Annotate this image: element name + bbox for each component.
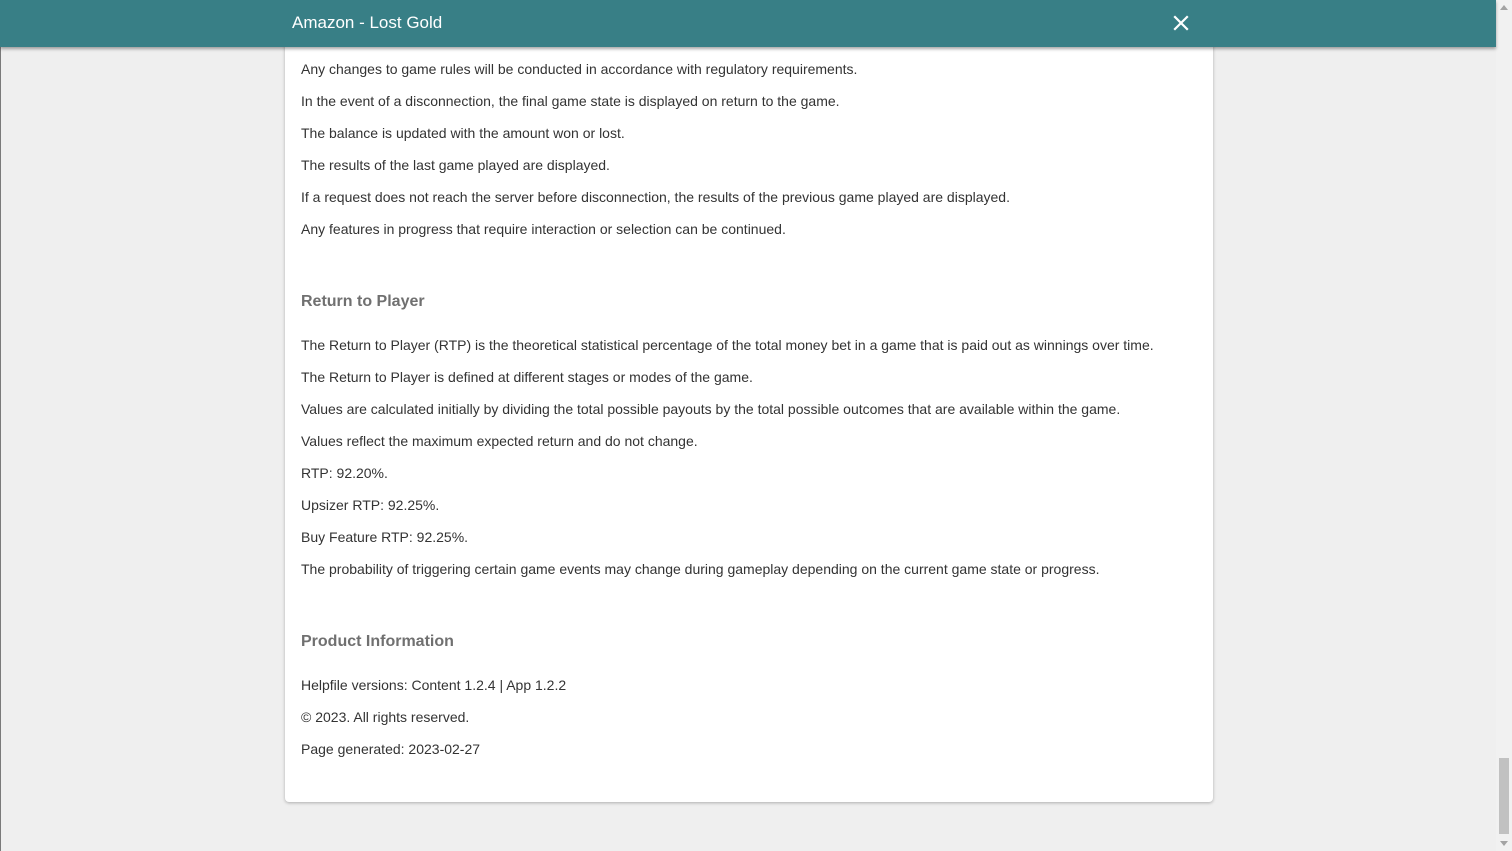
paragraph: If a request does not reach the server before disconnection, the results of the previous game played are displayed. (301, 189, 1010, 205)
helpfile-versions: Helpfile versions: Content 1.2.4 | App 1.2.2 (301, 677, 567, 693)
paragraph: The Return to Player (RTP) is the theoretical statistical percentage of the total money bet in a game that is paid out as winnings over time. (301, 337, 1154, 353)
page-generated-date: Page generated: 2023-02-27 (301, 741, 481, 757)
scrollbar-thumb[interactable] (1499, 758, 1509, 834)
copyright: © 2023. All rights reserved. (301, 709, 470, 725)
vertical-scrollbar[interactable] (1496, 0, 1512, 851)
paragraph: The Return to Player is defined at different stages or modes of the game. (301, 369, 753, 385)
buy-feature-rtp-value: Buy Feature RTP: 92.25%. (301, 529, 469, 545)
window-left-edge (0, 0, 1, 851)
header-bar (0, 0, 1496, 47)
paragraph: Values are calculated initially by dividing the total possible payouts by the total possible outcomes that are available within the game. (301, 401, 1121, 417)
page-title: Amazon - Lost Gold (292, 13, 443, 32)
section-heading-product-information: Product Information (301, 633, 454, 650)
rtp-value: RTP: 92.20%. (301, 465, 388, 481)
paragraph: Any changes to game rules will be conducted in accordance with regulatory requirements. (301, 61, 858, 77)
close-icon (1168, 10, 1194, 36)
paragraph: The balance is updated with the amount won or lost. (301, 125, 625, 141)
paragraph: The probability of triggering certain game events may change during gameplay depending on the current game state or progress. (301, 561, 1100, 577)
paragraph: Any features in progress that require interaction or selection can be continued. (301, 221, 786, 237)
paragraph: The results of the last game played are displayed. (301, 157, 610, 173)
paragraph: In the event of a disconnection, the final game state is displayed on return to the game. (301, 93, 840, 109)
paragraph: Values reflect the maximum expected return and do not change. (301, 433, 698, 449)
upsizer-rtp-value: Upsizer RTP: 92.25%. (301, 497, 440, 513)
close-button[interactable] (1168, 10, 1194, 36)
section-heading-return-to-player: Return to Player (301, 293, 425, 310)
scroll-up-arrow-icon[interactable] (1500, 5, 1508, 10)
scroll-down-arrow-icon[interactable] (1500, 841, 1508, 846)
